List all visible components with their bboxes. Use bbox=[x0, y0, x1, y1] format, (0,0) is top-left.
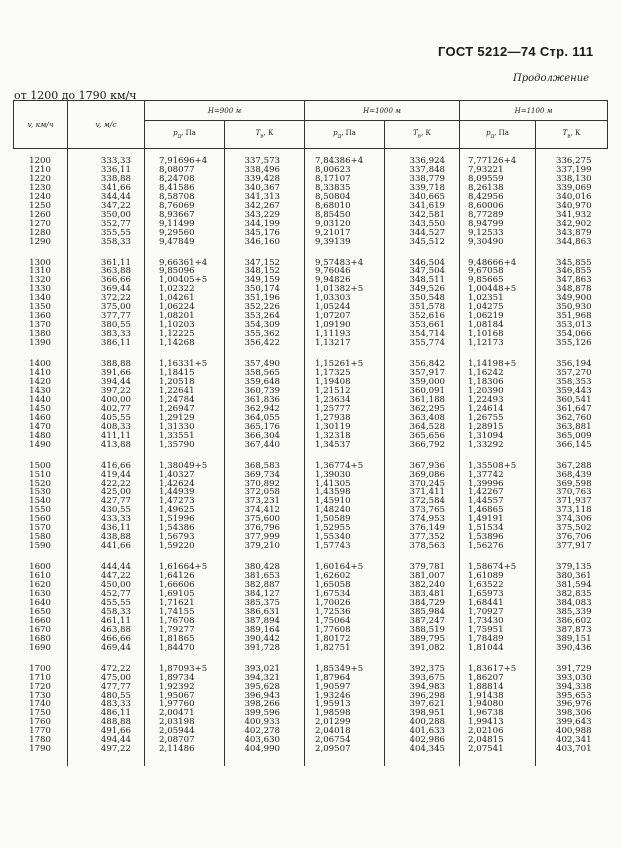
header-pressure: $p_д$, Па bbox=[305, 121, 385, 149]
cell-pressure: 7,77126+4 7,93221 8,09559 8,26138 8,42956 8,60006 8,77289 8,94799 9,12533 9,30490 bbox=[460, 149, 536, 259]
table-row-group bbox=[14, 563, 608, 665]
cell-temperature: 336,275 337,199 338,130 339,069 340,016 340,970 341,932 342,902 343,879 344,863 bbox=[536, 149, 608, 259]
cell-temperature: 367,936 369,086 370,245 371,411 372,584 373,765 374,953 376,149 377,352 378,563 bbox=[385, 462, 460, 564]
cell-temperature: 336,924 337,848 338,779 339,718 340,665 341,619 342,581 343,550 344,527 345,512 bbox=[385, 149, 460, 259]
range-label: от 1200 до 1790 км/ч bbox=[14, 89, 137, 102]
header-temperature: $T_в$, К bbox=[225, 121, 305, 149]
cell-pressure: 1,38049+5 1,40327 1,42624 1,44939 1,47273 1,49625 1,51996 1,54386 1,56793 1,59220 bbox=[145, 462, 225, 564]
cell-pressure: 1,16331+5 1,18415 1,20518 1,22641 1,24784 1,26947 1,29129 1,31330 1,33551 1,35790 bbox=[145, 360, 225, 462]
cell-pressure: 9,57483+4 9,76046 9,94826 1,01382+5 1,03303 1,05244 1,07207 1,09190 1,11193 1,13217 bbox=[305, 259, 385, 361]
cell-pressure: 1,83617+5 1,86207 1,88814 1,91438 1,94080 1,96738 1,99413 2,02106 2,04815 2,07541 bbox=[460, 665, 536, 767]
header-pressure: $p_д$, Па bbox=[145, 121, 225, 149]
continuation-label: Продолжение bbox=[513, 73, 590, 84]
cell-temperature: 368,583 369,734 370,892 372,058 373,231 374,412 375,600 376,796 377,999 379,210 bbox=[225, 462, 305, 564]
cell-pressure: 1,35508+5 1,37742 1,39996 1,42267 1,44557 1,46865 1,49191 1,51534 1,53896 1,56276 bbox=[460, 462, 536, 564]
cell-pressure: 1,36774+5 1,39030 1,41305 1,43598 1,45910 1,48240 1,50589 1,52955 1,55340 1,57743 bbox=[305, 462, 385, 564]
header-temperature: $T_в$, К bbox=[536, 121, 608, 149]
cell-pressure: 1,58674+5 1,61089 1,63522 1,65973 1,68441 1,70927 1,73430 1,75951 1,78489 1,81044 bbox=[460, 563, 536, 665]
header-altitude-1: H=900 м bbox=[145, 101, 305, 121]
cell-temperature: 379,135 380,361 381,594 382,835 384,083 385,339 386,602 387,873 389,151 390,436 bbox=[536, 563, 608, 665]
cell-v-ms: 333,33 336,11 338,88 341,66 344,44 347,22 350,00 352,77 355,55 358,33 bbox=[68, 149, 145, 259]
cell-pressure: 1,85349+5 1,87964 1,90597 1,93246 1,95913 1,98598 2,01299 2,04018 2,06754 2,09507 bbox=[305, 665, 385, 767]
cell-v-ms: 388,88 391,66 394,44 397,22 400,00 402,77 405,55 408,33 411,11 413,88 bbox=[68, 360, 145, 462]
header-v-kmh: v, км/ч bbox=[14, 101, 68, 149]
data-table bbox=[13, 100, 608, 766]
header-temperature: $T_в$, К bbox=[385, 121, 460, 149]
cell-pressure: 9,48666+4 9,67058 9,85665 1,00448+5 1,02351 1,04275 1,06219 1,08184 1,10168 1,12173 bbox=[460, 259, 536, 361]
cell-temperature: 345,855 346,855 347,863 348,878 349,900 350,930 351,968 353,013 354,066 355,126 bbox=[536, 259, 608, 361]
cell-pressure: 7,84386+4 8,00623 8,17107 8,33835 8,50804 8,68010 8,85450 9,03120 9,21017 9,39139 bbox=[305, 149, 385, 259]
cell-v-kmh: 1700 1710 1720 1730 1740 1750 1760 1770 1780 1790 bbox=[29, 663, 51, 755]
cell-temperature: 380,428 381,653 382,887 384,127 385,375 386,631 387,894 389,164 390,442 391,728 bbox=[225, 563, 305, 665]
cell-temperature: 392,375 393,675 394,983 396,298 397,621 398,951 400,288 401,633 402,986 404,345 bbox=[385, 665, 460, 767]
page-header: ГОСТ 5212—74 Стр. 111 bbox=[438, 44, 594, 59]
header-altitude-3: H=1100 м bbox=[460, 101, 608, 121]
cell-temperature: 393,021 394,321 395,628 396,943 398,266 399,596 400,933 402,278 403,630 404,990 bbox=[225, 665, 305, 767]
cell-pressure: 1,15261+5 1,17325 1,19408 1,21512 1,23634 1,25777 1,27938 1,30119 1,32318 1,34537 bbox=[305, 360, 385, 462]
table-row-group bbox=[14, 665, 608, 767]
table-row-group bbox=[14, 149, 608, 259]
header-v-ms: v, м/с bbox=[68, 101, 145, 149]
cell-temperature: 357,490 358,565 359,648 360,739 361,836 362,942 364,055 365,176 366,304 367,440 bbox=[225, 360, 305, 462]
table-row-group bbox=[14, 259, 608, 361]
cell-temperature: 346,504 347,504 348,511 349,526 350,548 351,578 352,616 353,661 354,714 355,774 bbox=[385, 259, 460, 361]
cell-v-ms: 416,66 419,44 422,22 425,00 427,77 430,55 433,33 436,11 438,88 441,66 bbox=[68, 462, 145, 564]
table-row-group bbox=[14, 462, 608, 564]
cell-v-ms: 361,11 363,88 366,66 369,44 372,22 375,00 377,77 380,55 383,33 386,11 bbox=[68, 259, 145, 361]
cell-temperature: 356,194 357,270 358,353 359,443 360,541 361,647 362,760 363,881 365,009 366,145 bbox=[536, 360, 608, 462]
table-row-group bbox=[14, 360, 608, 462]
cell-pressure: 1,61664+5 1,64126 1,66606 1,69105 1,71621 1,74155 1,76708 1,79277 1,81865 1,84470 bbox=[145, 563, 225, 665]
cell-pressure: 7,91696+4 8,08077 8,24708 8,41586 8,58708 8,76069 8,93667 9,11499 9,29560 9,47849 bbox=[145, 149, 225, 259]
cell-temperature: 347,152 348,152 349,159 350,174 351,196 352,226 353,264 354,309 355,362 356,422 bbox=[225, 259, 305, 361]
cell-pressure: 1,60164+5 1,62602 1,65058 1,67534 1,70026 1,72536 1,75064 1,77608 1,80172 1,82751 bbox=[305, 563, 385, 665]
cell-pressure: 9,66361+4 9,85096 1,00405+5 1,02322 1,04261 1,06224 1,08201 1,10203 1,12225 1,14268 bbox=[145, 259, 225, 361]
cell-temperature: 379,781 381,007 382,240 383,481 384,729 385,984 387,247 388,519 389,795 391,082 bbox=[385, 563, 460, 665]
cell-pressure: 1,87093+5 1,89734 1,92392 1,95067 1,97760 2,00471 2,03198 2,05944 2,08707 2,11486 bbox=[145, 665, 225, 767]
header-altitude-2: H=1000 м bbox=[305, 101, 460, 121]
cell-v-kmh: 1400 1410 1420 1430 1440 1450 1460 1470 1480 1490 bbox=[29, 359, 51, 450]
cell-v-kmh: 1300 1310 1320 1330 1340 1350 1360 1370 1380 1390 bbox=[29, 257, 51, 349]
cell-v-kmh: 1600 1610 1620 1630 1640 1650 1660 1670 1680 1690 bbox=[29, 562, 51, 653]
cell-temperature: 356,842 357,917 359,000 360,091 361,188 362,295 363,408 364,528 365,656 366,792 bbox=[385, 360, 460, 462]
cell-v-ms: 472,22 475,00 477,77 480,55 483,33 486,11 488,88 491,66 494,44 497,22 bbox=[68, 665, 145, 767]
cell-pressure: 1,14198+5 1,16242 1,18306 1,20390 1,22493 1,24614 1,26755 1,28915 1,31094 1,33292 bbox=[460, 360, 536, 462]
cell-v-ms: 444,44 447,22 450,00 452,77 455,55 458,33 461,11 463,88 466,66 469,44 bbox=[68, 563, 145, 665]
cell-v-kmh: 1500 1510 1520 1530 1540 1550 1560 1570 1580 1590 bbox=[29, 460, 51, 552]
cell-temperature: 391,729 393,030 394,338 395,653 396,976 398,306 399,643 400,988 402,341 403,701 bbox=[536, 665, 608, 767]
header-pressure: $p_д$, Па bbox=[460, 121, 536, 149]
cell-v-kmh: 1200 1210 1220 1230 1240 1250 1260 1270 1280 1290 bbox=[29, 156, 51, 247]
cell-temperature: 337,573 338,496 339,428 340,367 341,313 342,267 343,229 344,199 345,176 346,160 bbox=[225, 149, 305, 259]
cell-temperature: 367,288 368,439 369,598 370,763 371,937 373,118 374,306 375,502 376,706 377,917 bbox=[536, 462, 608, 564]
